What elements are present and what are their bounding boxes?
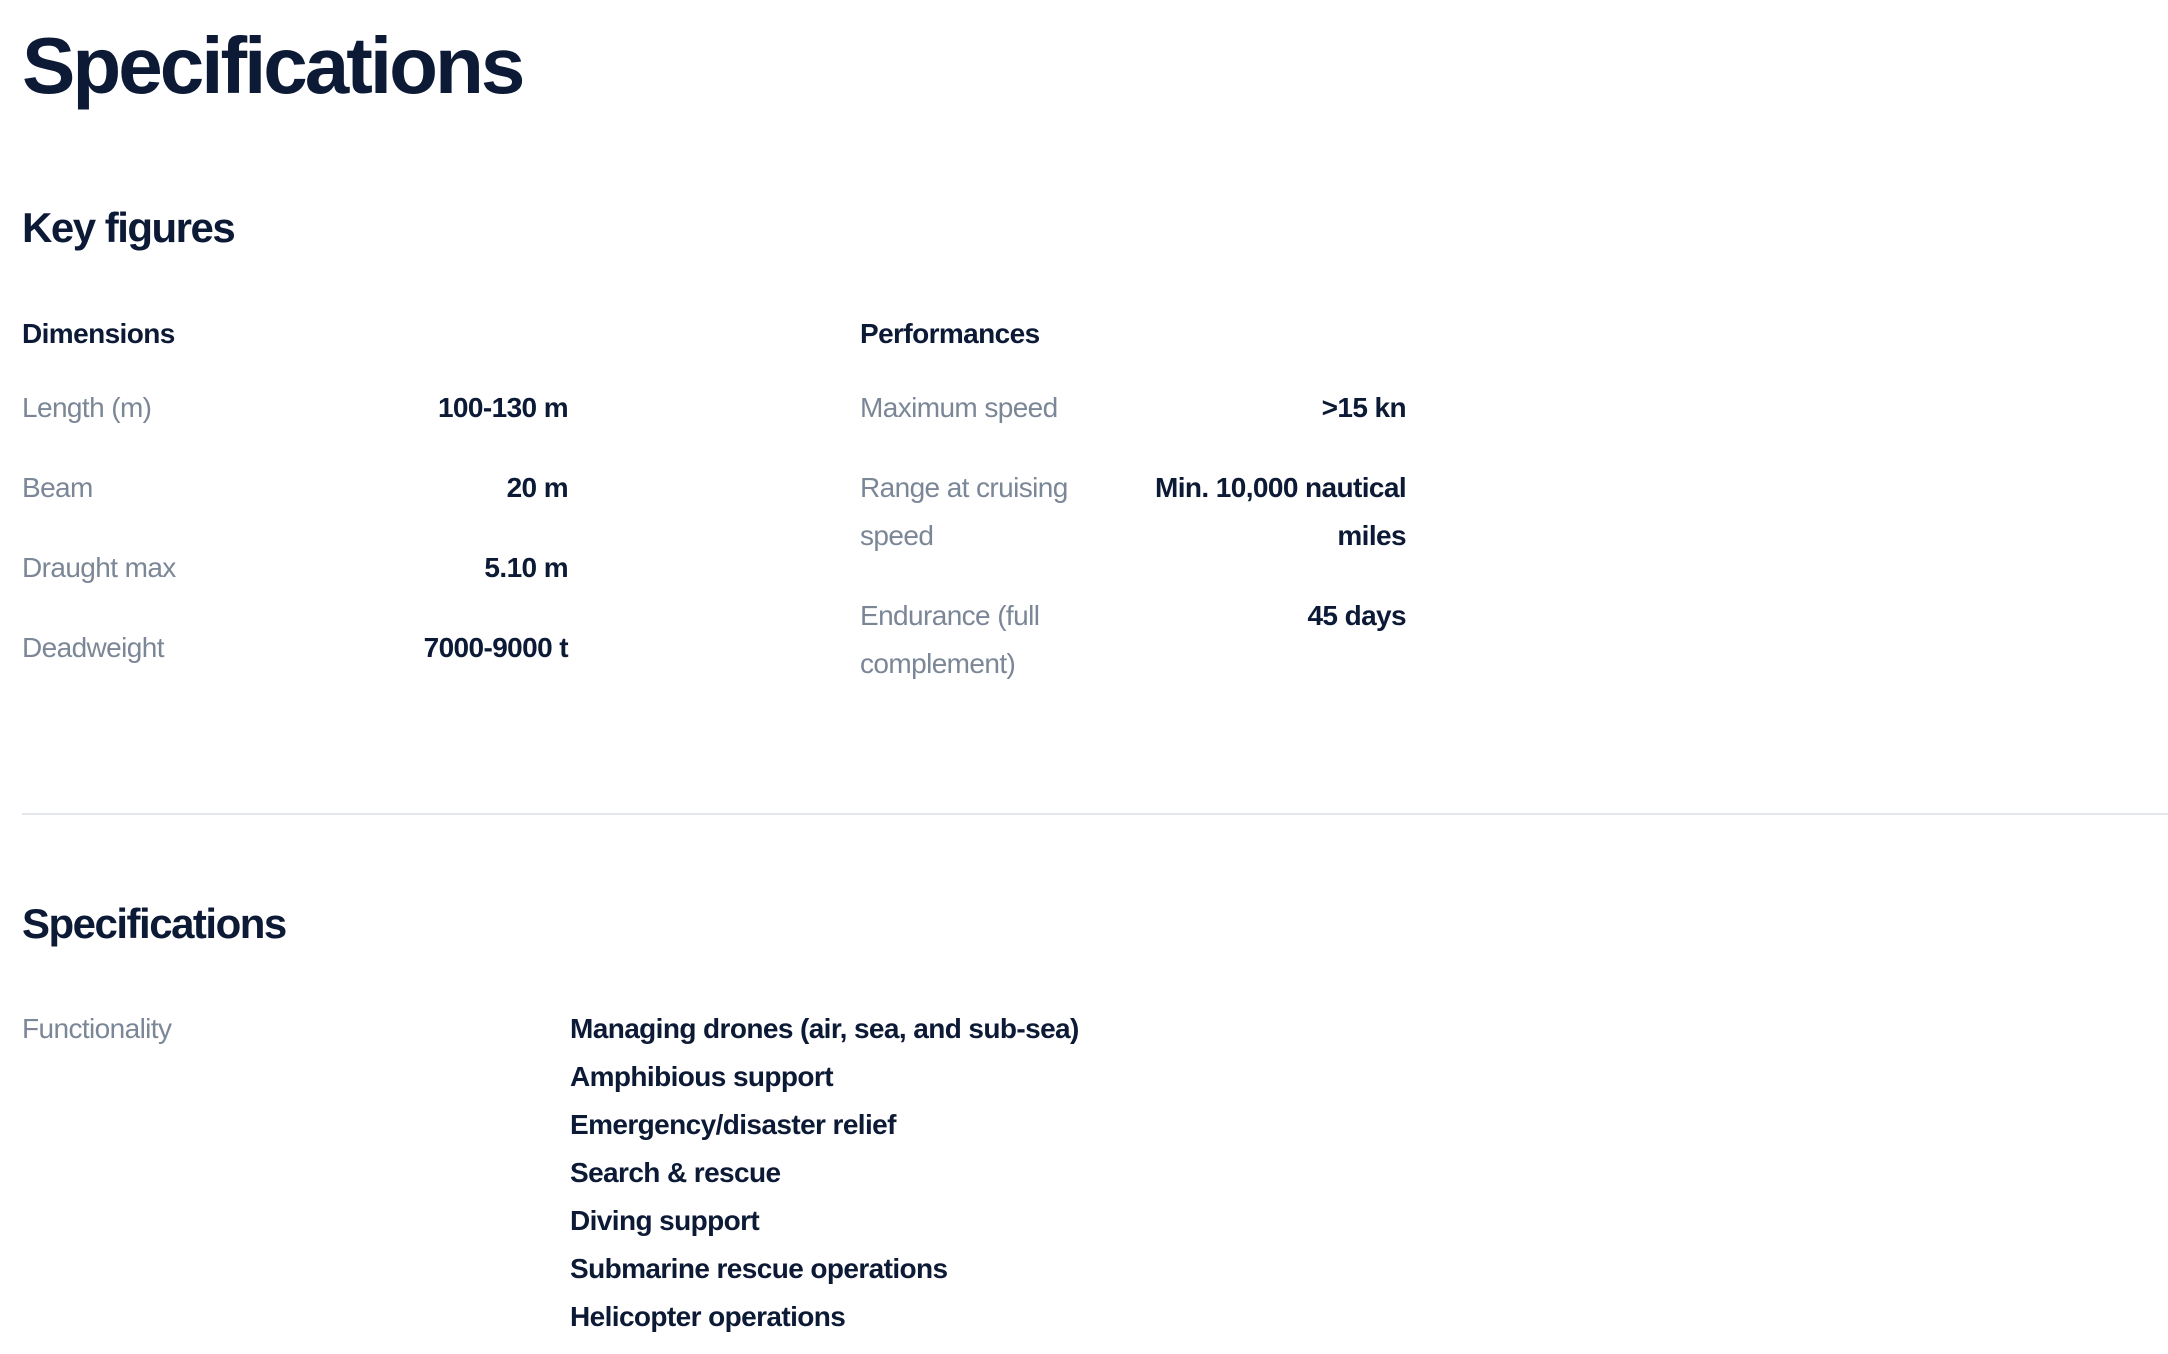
dimensions-title: Dimensions xyxy=(22,318,175,349)
row-label: Maximum speed xyxy=(860,392,1058,423)
functionality-label: Functionality xyxy=(22,1013,172,1044)
spec-row-range xyxy=(860,464,1406,560)
spec-row-length xyxy=(22,384,568,432)
dimensions-group xyxy=(22,314,568,704)
key-figures-heading: Key figures xyxy=(22,204,235,251)
list-item: Emergency/disaster relief xyxy=(570,1109,896,1140)
specifications-heading: Specifications xyxy=(22,900,286,947)
row-value: 45 days xyxy=(1307,600,1406,631)
spec-row-deadweight xyxy=(22,624,568,672)
row-value: 20 m xyxy=(506,472,568,503)
row-label: Deadweight xyxy=(22,632,164,663)
row-label: Draught max xyxy=(22,552,176,583)
page-title: Specifications xyxy=(22,21,523,110)
section-divider xyxy=(22,813,2168,815)
performances-group xyxy=(860,314,1406,720)
row-value: Min. 10,000 nautical miles xyxy=(1155,472,1406,551)
list-item: Diving support xyxy=(570,1205,760,1236)
row-value: >15 kn xyxy=(1321,392,1406,423)
list-item: Submarine rescue operations xyxy=(570,1253,948,1284)
performances-rows xyxy=(860,384,1406,688)
spec-row-endurance xyxy=(860,592,1406,688)
row-value: 7000-9000 t xyxy=(423,632,568,663)
list-item: Amphibious support xyxy=(570,1061,833,1092)
spec-row-draught xyxy=(22,544,568,592)
list-item: Managing drones (air, sea, and sub-sea) xyxy=(570,1013,1079,1044)
row-label: Endurance (full complement) xyxy=(860,600,1040,679)
row-label: Beam xyxy=(22,472,93,503)
row-value: 5.10 m xyxy=(484,552,568,583)
row-label: Length (m) xyxy=(22,392,152,423)
dimensions-rows xyxy=(22,384,568,672)
row-value: 100-130 m xyxy=(437,392,568,423)
spec-row-beam xyxy=(22,464,568,512)
functionality-list xyxy=(570,1005,1079,1341)
spec-row-max-speed xyxy=(860,384,1406,432)
performances-title: Performances xyxy=(860,318,1040,349)
row-label: Range at cruising speed xyxy=(860,472,1068,551)
list-item: Search & rescue xyxy=(570,1157,781,1188)
list-item: Helicopter operations xyxy=(570,1301,846,1332)
